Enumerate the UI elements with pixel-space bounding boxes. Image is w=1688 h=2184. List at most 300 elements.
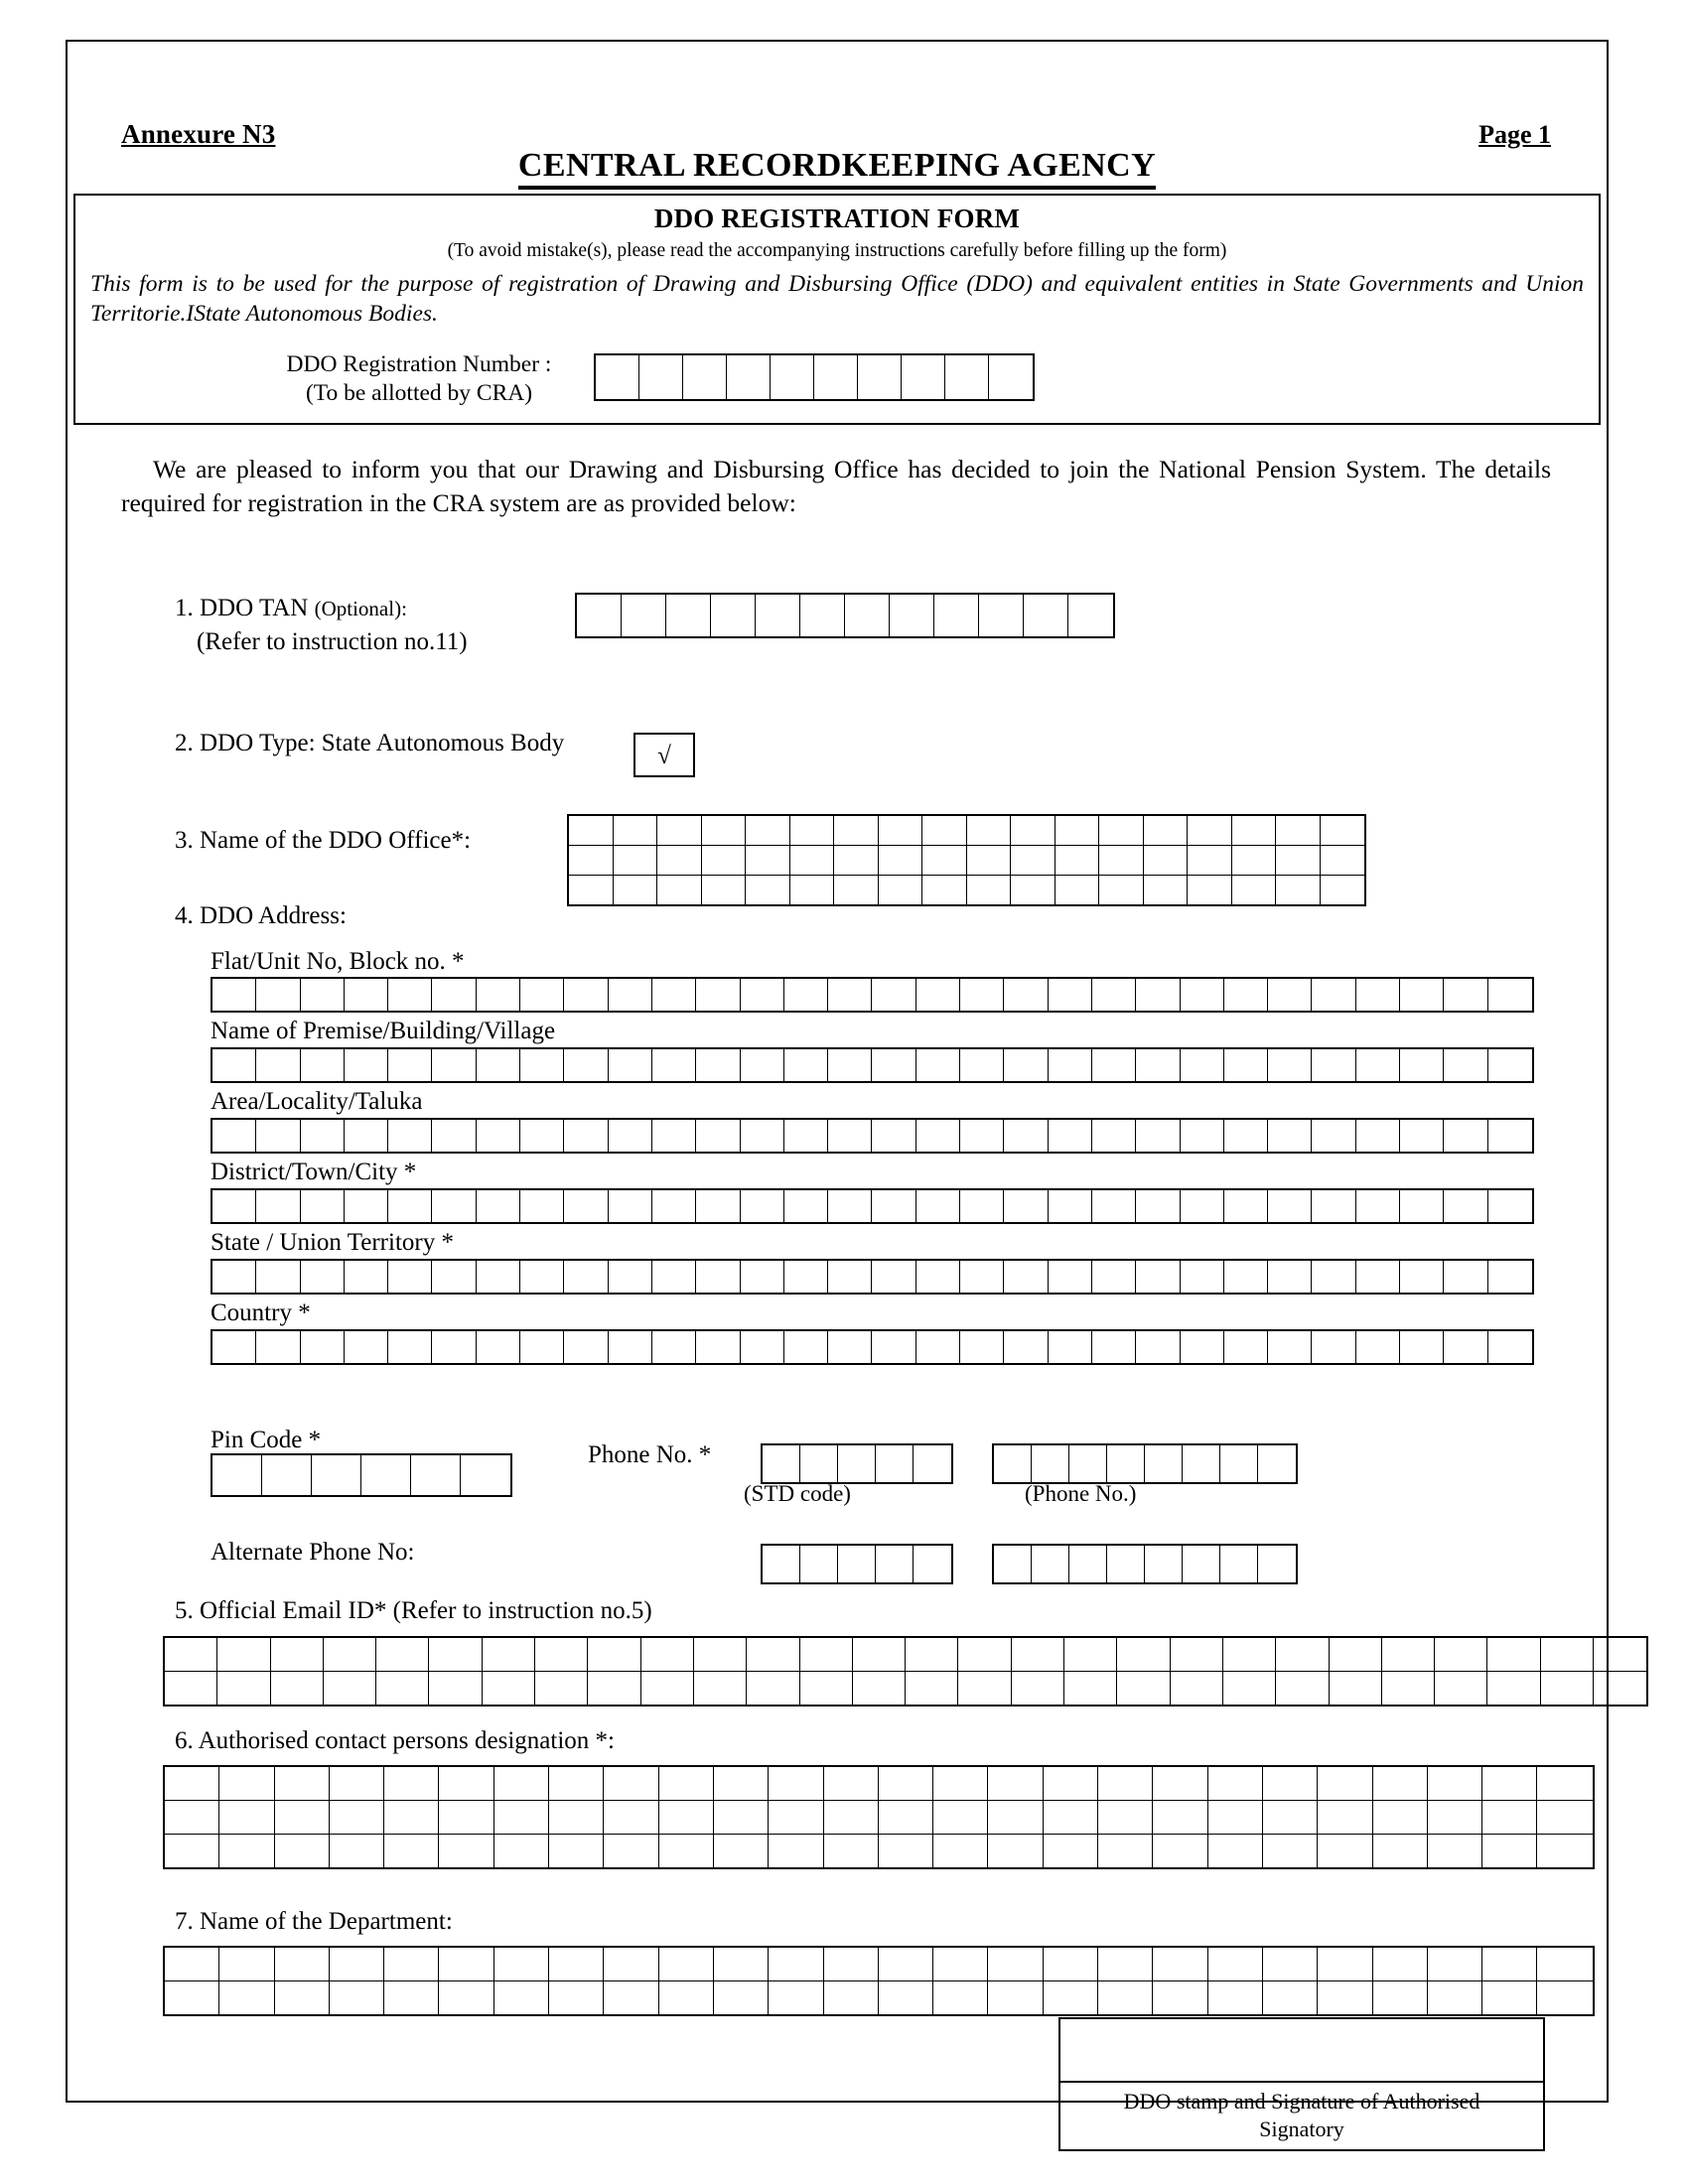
input-cell[interactable]: [933, 1767, 988, 1800]
input-cell[interactable]: [800, 1638, 853, 1671]
input-cell[interactable]: [1312, 1120, 1355, 1152]
signature-space[interactable]: [1060, 2019, 1543, 2083]
input-cell[interactable]: [1144, 816, 1189, 845]
input-cell[interactable]: [1537, 1948, 1592, 1980]
phone-number-input[interactable]: [992, 1443, 1298, 1484]
input-cell[interactable]: [564, 1261, 608, 1293]
input-cell[interactable]: [461, 1455, 510, 1495]
input-cell[interactable]: [838, 1546, 876, 1582]
input-cell[interactable]: [1044, 1767, 1098, 1800]
input-cell[interactable]: [388, 979, 432, 1011]
input-cell[interactable]: [1208, 1801, 1263, 1834]
input-cell[interactable]: [494, 1801, 549, 1834]
input-cell[interactable]: [741, 1049, 784, 1081]
input-cell[interactable]: [388, 1331, 432, 1363]
contact-designation-grid[interactable]: [163, 1765, 1595, 1869]
input-cell[interactable]: [652, 1331, 696, 1363]
input-cell[interactable]: [872, 979, 915, 1011]
input-cell[interactable]: [604, 1767, 658, 1800]
input-cell[interactable]: [1171, 1638, 1223, 1671]
input-cell[interactable]: [800, 1546, 838, 1582]
input-cell[interactable]: [763, 1445, 800, 1482]
address-cells-area[interactable]: [211, 1118, 1534, 1154]
input-cell[interactable]: [345, 1120, 388, 1152]
input-cell[interactable]: [1263, 1767, 1318, 1800]
input-cell[interactable]: [1321, 876, 1365, 904]
input-cell[interactable]: [1136, 979, 1180, 1011]
input-cell[interactable]: [916, 1049, 960, 1081]
input-cell[interactable]: [988, 1801, 1043, 1834]
input-cell[interactable]: [1004, 1049, 1048, 1081]
input-cell[interactable]: [1356, 1331, 1400, 1363]
input-cell[interactable]: [564, 1120, 608, 1152]
input-cell[interactable]: [1064, 1638, 1117, 1671]
input-cell[interactable]: [1482, 1948, 1537, 1980]
input-cell[interactable]: [1044, 1948, 1098, 1980]
input-cell[interactable]: [1136, 1331, 1180, 1363]
input-cell[interactable]: [1220, 1445, 1258, 1482]
address-input-country[interactable]: [211, 1329, 1534, 1365]
input-cell[interactable]: [549, 1801, 604, 1834]
input-cell[interactable]: [520, 1261, 564, 1293]
input-cell[interactable]: [614, 816, 658, 845]
address-cells-state[interactable]: [211, 1259, 1534, 1295]
input-cell[interactable]: [1049, 979, 1092, 1011]
input-cell[interactable]: [1428, 1767, 1482, 1800]
input-cell[interactable]: [1373, 1948, 1428, 1980]
input-cell[interactable]: [741, 1261, 784, 1293]
input-cell[interactable]: [262, 1455, 312, 1495]
input-cell[interactable]: [345, 1261, 388, 1293]
department-name-grid[interactable]: [163, 1946, 1595, 2016]
input-cell[interactable]: [1092, 1049, 1136, 1081]
input-cell[interactable]: [1181, 1261, 1224, 1293]
input-cell[interactable]: [659, 1835, 714, 1867]
input-cell[interactable]: [376, 1672, 429, 1705]
input-cell[interactable]: [301, 1049, 345, 1081]
input-cell[interactable]: [588, 1672, 640, 1705]
input-cell[interactable]: [652, 1261, 696, 1293]
input-cell[interactable]: [1049, 1120, 1092, 1152]
input-cell[interactable]: [1400, 1331, 1444, 1363]
input-cell[interactable]: [1092, 979, 1136, 1011]
input-cell[interactable]: [1276, 816, 1321, 845]
input-cell[interactable]: [945, 355, 989, 399]
input-cell[interactable]: [361, 1455, 411, 1495]
input-cell[interactable]: [1263, 1948, 1318, 1980]
input-cell[interactable]: [388, 1120, 432, 1152]
input-cell[interactable]: [1541, 1638, 1594, 1671]
input-cell[interactable]: [1428, 1981, 1482, 2014]
input-cell[interactable]: [345, 1049, 388, 1081]
input-cell[interactable]: [914, 1546, 951, 1582]
input-cell[interactable]: [1224, 1331, 1268, 1363]
input-cell[interactable]: [702, 876, 747, 904]
input-cell[interactable]: [714, 1981, 769, 2014]
registration-number-input[interactable]: [594, 353, 1035, 401]
input-cell[interactable]: [604, 1981, 658, 2014]
input-cell[interactable]: [800, 1445, 838, 1482]
input-cell[interactable]: [429, 1638, 482, 1671]
input-cell[interactable]: [1208, 1981, 1263, 2014]
input-cell[interactable]: [1181, 979, 1224, 1011]
input-cell[interactable]: [1268, 1331, 1312, 1363]
input-cell[interactable]: [1136, 1120, 1180, 1152]
input-cell[interactable]: [477, 1261, 520, 1293]
input-cell[interactable]: [549, 1767, 604, 1800]
input-cell[interactable]: [345, 979, 388, 1011]
input-cell[interactable]: [694, 1638, 747, 1671]
input-cell[interactable]: [933, 1835, 988, 1867]
input-cell[interactable]: [702, 816, 747, 845]
input-cell[interactable]: [549, 1981, 604, 2014]
input-cell[interactable]: [165, 1638, 217, 1671]
input-cell[interactable]: [271, 1638, 324, 1671]
input-cell[interactable]: [1153, 1948, 1207, 1980]
input-cell[interactable]: [1537, 1801, 1592, 1834]
input-cell[interactable]: [1024, 595, 1068, 636]
input-cell[interactable]: [994, 1546, 1032, 1582]
input-cell[interactable]: [494, 1835, 549, 1867]
input-cell[interactable]: [659, 1767, 714, 1800]
input-cell[interactable]: [1208, 1948, 1263, 1980]
input-cell[interactable]: [696, 979, 740, 1011]
input-cell[interactable]: [741, 1120, 784, 1152]
input-cell[interactable]: [834, 846, 879, 875]
ddo-office-name-input[interactable]: [567, 814, 1366, 906]
address-input-flat[interactable]: [211, 977, 1534, 1013]
input-cell[interactable]: [432, 979, 476, 1011]
input-cell[interactable]: [1049, 1261, 1092, 1293]
input-cell[interactable]: [1263, 1801, 1318, 1834]
input-cell[interactable]: [301, 1120, 345, 1152]
input-cell[interactable]: [824, 1835, 879, 1867]
input-cell[interactable]: [219, 1801, 274, 1834]
input-cell[interactable]: [714, 1801, 769, 1834]
input-cell[interactable]: [769, 1801, 823, 1834]
department-name-input[interactable]: [163, 1946, 1595, 2016]
input-cell[interactable]: [432, 1049, 476, 1081]
input-cell[interactable]: [814, 355, 858, 399]
address-input-district[interactable]: [211, 1188, 1534, 1224]
input-cell[interactable]: [564, 1049, 608, 1081]
input-cell[interactable]: [828, 1049, 872, 1081]
input-cell[interactable]: [1276, 1638, 1329, 1671]
input-cell[interactable]: [1032, 1546, 1069, 1582]
input-cell[interactable]: [1004, 979, 1048, 1011]
input-cell[interactable]: [784, 1120, 828, 1152]
input-cell[interactable]: [657, 816, 702, 845]
input-cell[interactable]: [1276, 846, 1321, 875]
input-cell[interactable]: [890, 595, 934, 636]
input-cell[interactable]: [828, 1331, 872, 1363]
input-cell[interactable]: [614, 846, 658, 875]
input-cell[interactable]: [256, 1120, 300, 1152]
input-cell[interactable]: [1488, 979, 1532, 1011]
input-cell[interactable]: [432, 1120, 476, 1152]
address-input-state[interactable]: [211, 1259, 1534, 1295]
input-cell[interactable]: [916, 979, 960, 1011]
input-cell[interactable]: [828, 1261, 872, 1293]
address-input-premise[interactable]: [211, 1047, 1534, 1083]
input-cell[interactable]: [483, 1672, 535, 1705]
input-cell[interactable]: [879, 846, 923, 875]
input-cell[interactable]: [1055, 816, 1100, 845]
input-cell[interactable]: [1049, 1049, 1092, 1081]
input-cell[interactable]: [741, 979, 784, 1011]
ddo-office-name-grid[interactable]: [567, 814, 1366, 906]
input-cell[interactable]: [1435, 1638, 1487, 1671]
input-cell[interactable]: [967, 816, 1012, 845]
alternate-phone-std-input[interactable]: [761, 1544, 953, 1584]
input-cell[interactable]: [165, 1835, 219, 1867]
input-cell[interactable]: [520, 1049, 564, 1081]
input-cell[interactable]: [1012, 1638, 1064, 1671]
input-cell[interactable]: [1145, 1546, 1183, 1582]
input-cell[interactable]: [477, 979, 520, 1011]
input-cell[interactable]: [988, 1948, 1043, 1980]
phone-std-input[interactable]: [761, 1443, 953, 1484]
input-cell[interactable]: [683, 355, 727, 399]
input-cell[interactable]: [960, 979, 1004, 1011]
input-cell[interactable]: [477, 1049, 520, 1081]
input-cell[interactable]: [384, 1767, 439, 1800]
input-cell[interactable]: [711, 595, 756, 636]
input-cell[interactable]: [1181, 1190, 1224, 1222]
input-cell[interactable]: [1092, 1331, 1136, 1363]
input-cell[interactable]: [746, 846, 790, 875]
input-cell[interactable]: [212, 1261, 256, 1293]
input-cell[interactable]: [609, 1120, 652, 1152]
input-cell[interactable]: [784, 1049, 828, 1081]
input-cell[interactable]: [301, 1331, 345, 1363]
input-cell[interactable]: [979, 595, 1024, 636]
input-cell[interactable]: [916, 1120, 960, 1152]
input-cell[interactable]: [569, 816, 614, 845]
input-cell[interactable]: [1107, 1445, 1145, 1482]
input-cell[interactable]: [916, 1331, 960, 1363]
input-cell[interactable]: [1487, 1638, 1540, 1671]
input-cell[interactable]: [1444, 1331, 1487, 1363]
input-cell[interactable]: [1153, 1981, 1207, 2014]
input-cell[interactable]: [494, 1948, 549, 1980]
input-cell[interactable]: [1181, 1049, 1224, 1081]
input-cell[interactable]: [212, 1190, 256, 1222]
input-cell[interactable]: [1208, 1835, 1263, 1867]
input-cell[interactable]: [659, 1981, 714, 2014]
input-cell[interactable]: [1487, 1672, 1540, 1705]
input-cell[interactable]: [604, 1801, 658, 1834]
input-cell[interactable]: [769, 1981, 823, 2014]
address-cells-premise[interactable]: [211, 1047, 1534, 1083]
input-cell[interactable]: [212, 1455, 262, 1495]
input-cell[interactable]: [1068, 595, 1113, 636]
input-cell[interactable]: [549, 1835, 604, 1867]
input-cell[interactable]: [569, 876, 614, 904]
official-email-input[interactable]: [163, 1636, 1648, 1706]
input-cell[interactable]: [1044, 1835, 1098, 1867]
input-cell[interactable]: [1224, 1049, 1268, 1081]
input-cell[interactable]: [1136, 1261, 1180, 1293]
input-cell[interactable]: [1356, 1120, 1400, 1152]
input-cell[interactable]: [1004, 1120, 1048, 1152]
input-cell[interactable]: [477, 1190, 520, 1222]
input-cell[interactable]: [494, 1767, 549, 1800]
input-cell[interactable]: [614, 876, 658, 904]
input-cell[interactable]: [933, 1801, 988, 1834]
input-cell[interactable]: [256, 1261, 300, 1293]
input-cell[interactable]: [790, 846, 835, 875]
input-cell[interactable]: [1382, 1672, 1435, 1705]
signature-box[interactable]: [1058, 2017, 1545, 2151]
input-cell[interactable]: [879, 1835, 933, 1867]
input-cell[interactable]: [967, 846, 1012, 875]
input-cell[interactable]: [639, 355, 683, 399]
input-cell[interactable]: [1224, 979, 1268, 1011]
input-cell[interactable]: [256, 979, 300, 1011]
input-cell[interactable]: [1373, 1767, 1428, 1800]
input-cell[interactable]: [876, 1445, 914, 1482]
input-cell[interactable]: [219, 1767, 274, 1800]
input-cell[interactable]: [604, 1835, 658, 1867]
input-cell[interactable]: [1488, 1120, 1532, 1152]
input-cell[interactable]: [609, 1190, 652, 1222]
input-cell[interactable]: [212, 1120, 256, 1152]
input-cell[interactable]: [1232, 876, 1277, 904]
input-cell[interactable]: [1312, 1049, 1355, 1081]
input-cell[interactable]: [1188, 846, 1232, 875]
input-cell[interactable]: [275, 1981, 330, 2014]
input-cell[interactable]: [432, 1190, 476, 1222]
input-cell[interactable]: [1373, 1801, 1428, 1834]
input-cell[interactable]: [666, 595, 711, 636]
input-cell[interactable]: [1594, 1638, 1646, 1671]
input-cell[interactable]: [824, 1948, 879, 1980]
input-cell[interactable]: [727, 355, 771, 399]
input-cell[interactable]: [914, 1445, 951, 1482]
input-cell[interactable]: [824, 1801, 879, 1834]
input-cell[interactable]: [1444, 1120, 1487, 1152]
input-cell[interactable]: [1044, 1981, 1098, 2014]
pincode-input[interactable]: [211, 1453, 512, 1497]
input-cell[interactable]: [988, 1767, 1043, 1800]
input-cell[interactable]: [746, 876, 790, 904]
input-cell[interactable]: [1098, 1835, 1153, 1867]
input-cell[interactable]: [275, 1835, 330, 1867]
input-cell[interactable]: [1356, 1190, 1400, 1222]
input-cell[interactable]: [388, 1261, 432, 1293]
input-cell[interactable]: [1356, 979, 1400, 1011]
input-cell[interactable]: [1268, 1049, 1312, 1081]
input-cell[interactable]: [1312, 1190, 1355, 1222]
input-cell[interactable]: [1153, 1767, 1207, 1800]
input-cell[interactable]: [1482, 1981, 1537, 2014]
input-cell[interactable]: [256, 1049, 300, 1081]
input-cell[interactable]: [1144, 876, 1189, 904]
input-cell[interactable]: [439, 1767, 493, 1800]
input-cell[interactable]: [641, 1638, 694, 1671]
input-cell[interactable]: [212, 1331, 256, 1363]
input-cell[interactable]: [217, 1672, 270, 1705]
input-cell[interactable]: [1099, 816, 1144, 845]
input-cell[interactable]: [1488, 1190, 1532, 1222]
input-cell[interactable]: [165, 1801, 219, 1834]
input-cell[interactable]: [933, 1981, 988, 2014]
input-cell[interactable]: [1223, 1672, 1276, 1705]
input-cell[interactable]: [652, 1190, 696, 1222]
input-cell[interactable]: [609, 1331, 652, 1363]
input-cell[interactable]: [219, 1835, 274, 1867]
input-cell[interactable]: [1188, 816, 1232, 845]
input-cell[interactable]: [960, 1049, 1004, 1081]
input-cell[interactable]: [1136, 1049, 1180, 1081]
input-cell[interactable]: [564, 1331, 608, 1363]
input-cell[interactable]: [960, 1120, 1004, 1152]
input-cell[interactable]: [345, 1331, 388, 1363]
input-cell[interactable]: [1537, 1981, 1592, 2014]
input-cell[interactable]: [916, 1261, 960, 1293]
input-cell[interactable]: [879, 876, 923, 904]
input-cell[interactable]: [411, 1455, 461, 1495]
input-cell[interactable]: [838, 1445, 876, 1482]
input-cell[interactable]: [330, 1981, 384, 2014]
input-cell[interactable]: [1488, 1331, 1532, 1363]
input-cell[interactable]: [747, 1638, 799, 1671]
input-cell[interactable]: [324, 1672, 376, 1705]
input-cell[interactable]: [1144, 846, 1189, 875]
input-cell[interactable]: [790, 876, 835, 904]
input-cell[interactable]: [432, 1331, 476, 1363]
input-cell[interactable]: [652, 1120, 696, 1152]
input-cell[interactable]: [1092, 1120, 1136, 1152]
input-cell[interactable]: [858, 355, 902, 399]
input-cell[interactable]: [800, 595, 845, 636]
input-cell[interactable]: [219, 1948, 274, 1980]
input-cell[interactable]: [1092, 1190, 1136, 1222]
input-cell[interactable]: [1537, 1767, 1592, 1800]
input-cell[interactable]: [879, 1801, 933, 1834]
input-cell[interactable]: [1136, 1190, 1180, 1222]
input-cell[interactable]: [967, 876, 1012, 904]
input-cell[interactable]: [1321, 816, 1365, 845]
input-cell[interactable]: [1268, 1261, 1312, 1293]
input-cell[interactable]: [1428, 1835, 1482, 1867]
input-cell[interactable]: [1594, 1672, 1646, 1705]
input-cell[interactable]: [916, 1190, 960, 1222]
input-cell[interactable]: [165, 1672, 217, 1705]
input-cell[interactable]: [577, 595, 622, 636]
input-cell[interactable]: [659, 1948, 714, 1980]
input-cell[interactable]: [275, 1801, 330, 1834]
input-cell[interactable]: [1012, 1672, 1064, 1705]
input-cell[interactable]: [1444, 1049, 1487, 1081]
input-cell[interactable]: [1482, 1801, 1537, 1834]
input-cell[interactable]: [714, 1767, 769, 1800]
input-cell[interactable]: [1318, 1767, 1372, 1800]
input-cell[interactable]: [384, 1835, 439, 1867]
input-cell[interactable]: [989, 355, 1033, 399]
input-cell[interactable]: [1011, 876, 1055, 904]
input-cell[interactable]: [256, 1190, 300, 1222]
input-cell[interactable]: [1117, 1672, 1170, 1705]
input-cell[interactable]: [1004, 1331, 1048, 1363]
input-cell[interactable]: [1318, 1835, 1372, 1867]
input-cell[interactable]: [622, 595, 666, 636]
alternate-phone-number-cells[interactable]: [992, 1544, 1298, 1584]
input-cell[interactable]: [520, 1190, 564, 1222]
input-cell[interactable]: [771, 355, 814, 399]
input-cell[interactable]: [1055, 876, 1100, 904]
